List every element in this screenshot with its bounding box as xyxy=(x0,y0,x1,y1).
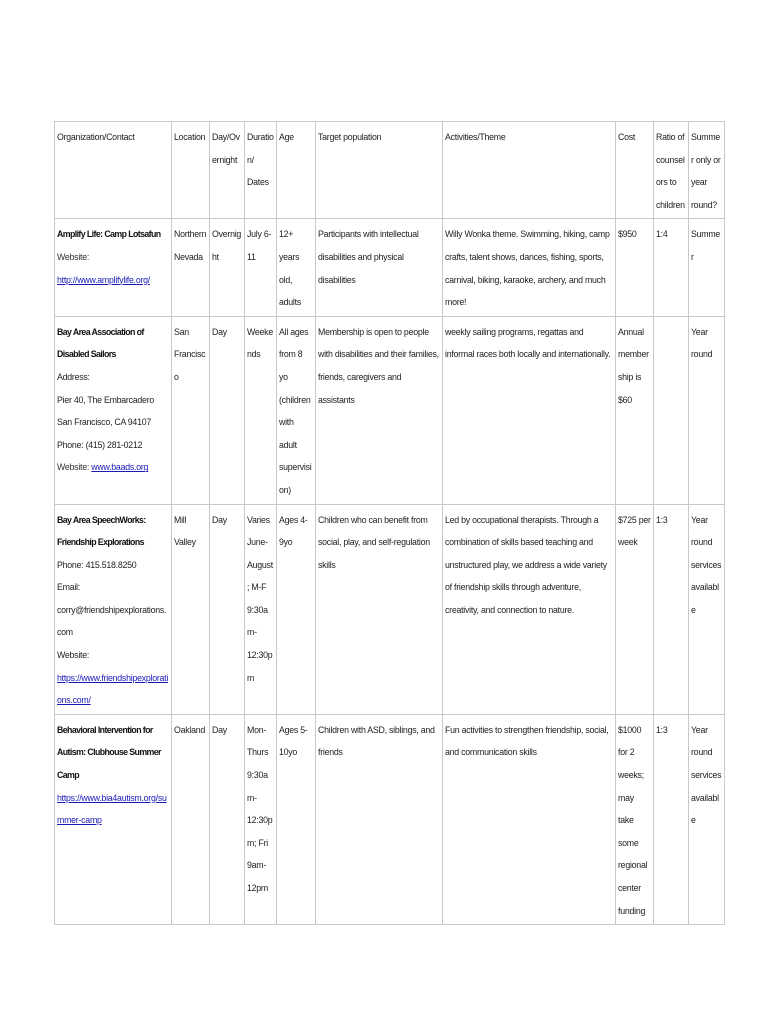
phone-text: Phone: 415.518.8250 xyxy=(57,559,137,570)
cell-ratio: 1:3 xyxy=(654,504,689,714)
cell-day-overnight: Day xyxy=(210,504,245,714)
org-name: Amplify Life: Camp Lotsafun xyxy=(57,229,161,240)
cell-organization xyxy=(55,316,172,504)
cell-cost: $950 xyxy=(616,219,654,316)
cell-location: Mill Valley xyxy=(172,504,210,714)
header-age: Age xyxy=(277,122,316,219)
cell-cost: Annual membership is $60 xyxy=(616,316,654,504)
header-season: Summer only or year round? xyxy=(689,122,725,219)
table-row xyxy=(55,504,725,714)
cell-target-population: Membership is open to people with disabilities and their families, friends, caregivers and assistants xyxy=(316,316,443,504)
email-text: corry@friendshipexplorations.com xyxy=(57,604,167,638)
address-line: San Francisco, CA 94107 xyxy=(57,417,152,428)
cell-day-overnight: Day xyxy=(210,316,245,504)
cell-age: 12+ years old, adults xyxy=(277,219,316,316)
header-day-overnight: Day/Overnight xyxy=(210,122,245,219)
cell-cost: $1000 for 2 weeks; may take some regional center funding xyxy=(616,714,654,924)
cell-activities: weekly sailing programs, regattas and informal races both locally and internationally. xyxy=(443,316,616,504)
cell-location: Northern Nevada xyxy=(172,219,210,316)
cell-organization xyxy=(55,219,172,316)
header-location: Location xyxy=(172,122,210,219)
org-name: Behavioral Intervention for Autism: Clubhouse Summer Camp xyxy=(57,724,161,781)
cell-activities: Fun activities to strengthen friendship, social, and communication skills xyxy=(443,714,616,924)
cell-activities: Led by occupational therapists. Through a combination of skills based teaching and unstructured play, we address a wide variety of friendship skills through adventure, creativity, and connection to nature. xyxy=(443,504,616,714)
address-label: Address: xyxy=(57,371,90,382)
cell-cost: $725 per week xyxy=(616,504,654,714)
header-ratio: Ratio of counselors to children xyxy=(654,122,689,219)
camps-table xyxy=(54,121,725,925)
cell-duration: Mon-Thurs 9:30am-12:30pm; Fri 9am-12pm xyxy=(245,714,277,924)
cell-target-population: Children who can benefit from social, play, and self-regulation skills xyxy=(316,504,443,714)
header-activities: Activities/Theme xyxy=(443,122,616,219)
org-name: Bay Area Association of Disabled Sailors xyxy=(57,326,144,360)
cell-season: Year round services available xyxy=(689,504,725,714)
cell-duration: Weekends xyxy=(245,316,277,504)
address-line: Pier 40, The Embarcadero xyxy=(57,394,155,405)
cell-ratio: 1:4 xyxy=(654,219,689,316)
table-row xyxy=(55,219,725,316)
org-name: Bay Area SpeechWorks: Friendship Explorations xyxy=(57,514,146,548)
cell-activities: Willy Wonka theme. Swimming, hiking, camp crafts, talent shows, dances, fishing, sports, carnival, biking, karaoke, archery, and much more! xyxy=(443,219,616,316)
phone-text: Phone: (415) 281-0212 xyxy=(57,439,143,450)
cell-season: Year round services available xyxy=(689,714,725,924)
cell-target-population: Participants with intellectual disabilities and physical disabilities xyxy=(316,219,443,316)
cell-duration: July 6-11 xyxy=(245,219,277,316)
cell-duration: Varies June-August; M-F 9:30am-12:30pm xyxy=(245,504,277,714)
website-label: Website: xyxy=(57,650,90,661)
cell-age: Ages 5-10yo xyxy=(277,714,316,924)
cell-organization xyxy=(55,714,172,924)
cell-day-overnight: Day xyxy=(210,714,245,924)
cell-age: All ages from 8 yo (children with adult supervision) xyxy=(277,316,316,504)
cell-season: Year round xyxy=(689,316,725,504)
table-header-row xyxy=(55,122,725,219)
cell-age: Ages 4-9yo xyxy=(277,504,316,714)
email-label: Email: xyxy=(57,582,80,593)
header-organization: Organization/Contact xyxy=(55,122,172,219)
cell-location: Oakland xyxy=(172,714,210,924)
website-link[interactable]: https://www.friendshipexplorations.com/ xyxy=(57,672,169,706)
header-duration: Duration/ Dates xyxy=(245,122,277,219)
website-link[interactable]: http://www.amplifylife.org/ xyxy=(57,274,150,285)
website-link[interactable]: www.baads.org xyxy=(91,462,149,473)
table-row xyxy=(55,316,725,504)
cell-organization xyxy=(55,504,172,714)
cell-season: Summer xyxy=(689,219,725,316)
website-label: Website: xyxy=(57,251,90,262)
header-cost: Cost xyxy=(616,122,654,219)
cell-ratio: 1:3 xyxy=(654,714,689,924)
website-label: Website: xyxy=(57,462,90,473)
cell-location: San Francisco xyxy=(172,316,210,504)
cell-day-overnight: Overnight xyxy=(210,219,245,316)
website-link[interactable]: https://www.bia4autism.org/summer-camp xyxy=(57,792,167,826)
cell-target-population: Children with ASD, siblings, and friends xyxy=(316,714,443,924)
table-row xyxy=(55,714,725,924)
header-target-population: Target population xyxy=(316,122,443,219)
cell-ratio xyxy=(654,316,689,504)
